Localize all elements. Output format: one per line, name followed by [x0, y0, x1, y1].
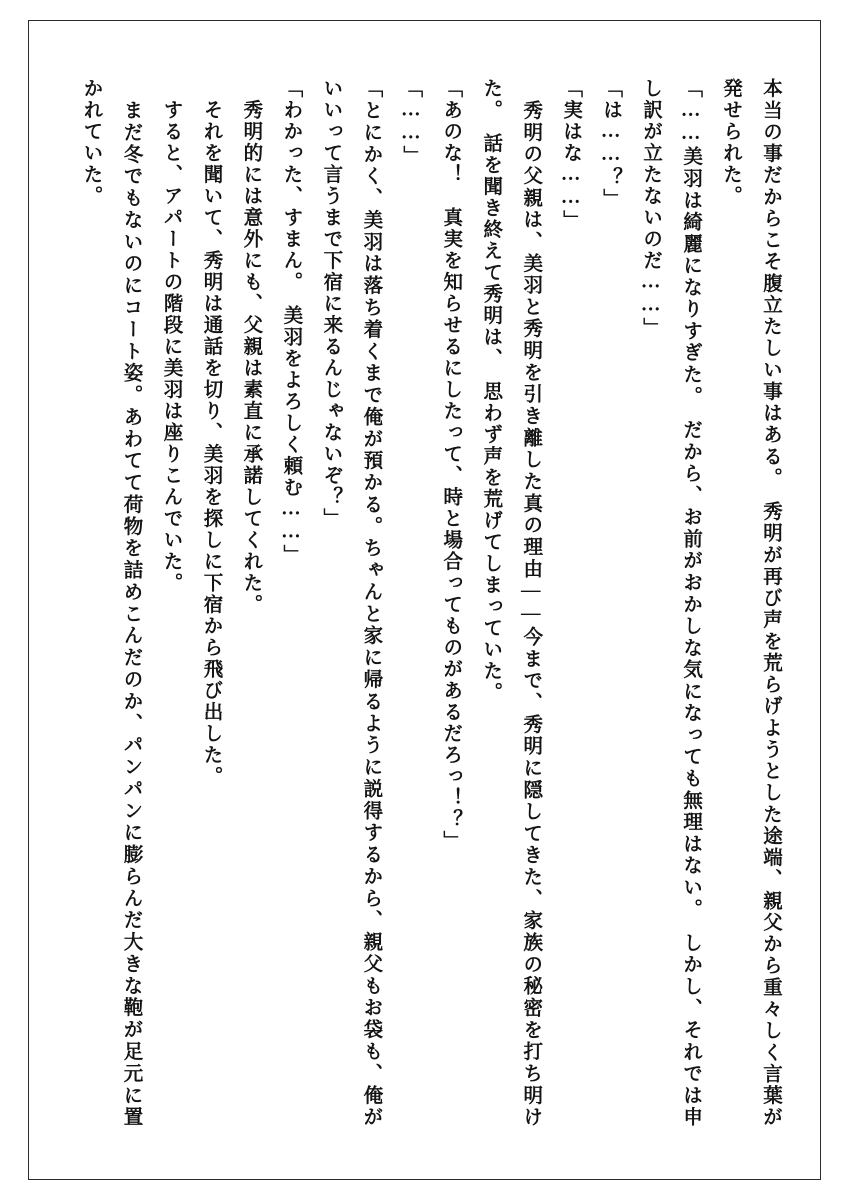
- paragraph: すると、アパートの階段に美羽は座りこんでいた。: [160, 78, 182, 594]
- paragraph: 「……」: [400, 78, 422, 167]
- paragraph: 「とにかく、美羽は落ち着くまで俺が預かる。ちゃんと家に帰るように説得するから、親父もお袋も、俺がいいって言うまで下宿に来るんじゃないぞ？」: [320, 78, 382, 1128]
- page-text-area: [60, 78, 790, 1128]
- paragraph: まだ冬でもないのにコート姿。あわてて荷物を詰めこんだのか、パンパンに膨らんだ大きな鞄が足元に置かれていた。: [80, 78, 142, 1128]
- paragraph: 「……美羽は綺麗になりすぎた。 だから、お前がおかしな気になっても無理はない。 しかし、それでは申し訳が立たないのだ……」: [640, 78, 702, 1128]
- paragraph: 秀明の父親は、美羽と秀明を引き離した真の理由――今まで、秀明に隠してきた、家族の秘密を打ち明けた。 話を聞き終えて秀明は、 思わず声を荒げてしまっていた。: [480, 78, 542, 1128]
- paragraph: それを聞いて、秀明は通話を切り、美羽を探しに下宿から飛び出した。: [200, 78, 222, 788]
- paragraph: 秀明的には意外にも、父親は素直に承諾してくれた。: [240, 78, 262, 616]
- paragraph: 本当の事だからこそ腹立たしい事はある。 秀明が再び声を荒らげようとした途端、親父から重々しく言葉が発せられた。: [720, 78, 781, 1128]
- paragraph: 「実はな……」: [560, 78, 582, 232]
- vertical-text-body: [60, 78, 790, 1128]
- paragraph: 「は……？」: [600, 78, 622, 210]
- paragraph: 「わかった、すまん。 美羽をよろしく頼む……」: [280, 78, 302, 566]
- paragraph: 「あのな！ 真実を知らせるにしたって、時と場合ってものがあるだろっ！？」: [440, 78, 462, 852]
